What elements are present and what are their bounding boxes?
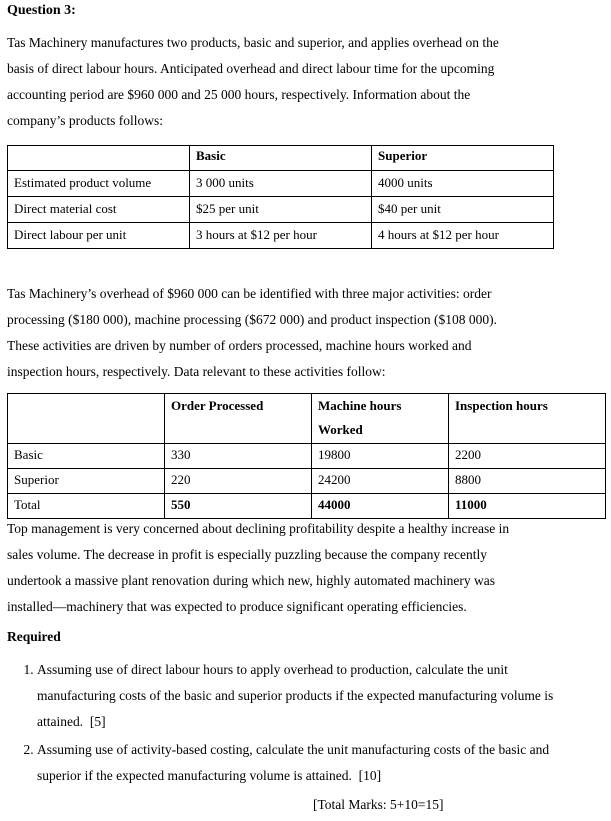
management-line: Top management is very concerned about declining profitability despite a healthy increase in <box>7 521 510 536</box>
table-cell: $25 per unit <box>190 197 372 223</box>
intro-line: accounting period are $960 000 and 25 000 hours, respectively. Information about the <box>7 87 471 102</box>
table-row <box>8 223 554 249</box>
management-paragraph <box>7 516 552 620</box>
table-cell: 3 hours at $12 per hour <box>190 223 372 249</box>
table-cell: 3 000 units <box>190 171 372 197</box>
intro-paragraph <box>7 30 552 134</box>
table-header-cell <box>8 146 190 171</box>
table-row <box>8 197 554 223</box>
table-header-cell: Machine hours Worked <box>312 394 449 444</box>
overhead-line: Tas Machinery’s overhead of $960 000 can be identified with three major activities: order <box>7 286 492 301</box>
intro-line: Tas Machinery manufactures two products, basic and superior, and applies overhead on the <box>7 35 499 50</box>
table-row <box>8 444 606 469</box>
table-cell: Estimated product volume <box>8 171 190 197</box>
overhead-line: These activities are driven by number of orders processed, machine hours worked and <box>7 338 472 353</box>
table-cell: 220 <box>165 469 312 494</box>
table-cell: 8800 <box>449 469 606 494</box>
table-cell: 19800 <box>312 444 449 469</box>
table-cell: Direct material cost <box>8 197 190 223</box>
table-cell: Basic <box>8 444 165 469</box>
table-row <box>8 171 554 197</box>
table-cell: 11000 <box>449 494 606 519</box>
required-heading: Required <box>7 629 61 644</box>
list-item <box>37 737 577 789</box>
table-header-row <box>8 394 606 444</box>
list-item <box>37 657 577 735</box>
required-list <box>7 657 577 791</box>
management-line: sales volume. The decrease in profit is especially puzzling because the company recently <box>7 547 487 562</box>
question-text: Assuming use of direct labour hours to apply overhead to production, calculate the unit manufacturing costs of the basic and superior products if the expected manufacturing volume is attained. <box>37 662 554 729</box>
intro-line: basis of direct labour hours. Anticipated overhead and direct labour time for the upcoming <box>7 61 495 76</box>
table-header-cell: Superior <box>372 146 554 171</box>
marks-label: [10] <box>358 768 382 783</box>
overhead-line: inspection hours, respectively. Data relevant to these activities follow: <box>7 364 386 379</box>
table-header-cell <box>8 394 165 444</box>
table-header-row <box>8 146 554 171</box>
table-cell: 4000 units <box>372 171 554 197</box>
activities-table <box>7 393 606 519</box>
management-line: undertook a massive plant renovation during which new, highly automated machinery was <box>7 573 495 588</box>
table-total-row <box>8 494 606 519</box>
question-heading: Question 3: <box>7 3 76 18</box>
table-cell: $40 per unit <box>372 197 554 223</box>
products-table <box>7 145 554 249</box>
table-cell: 330 <box>165 444 312 469</box>
table-cell: Direct labour per unit <box>8 223 190 249</box>
management-line: installed—machinery that was expected to produce significant operating efficiencies. <box>7 599 467 614</box>
table-header-cell: Inspection hours <box>449 394 606 444</box>
marks-label: [5] <box>89 714 106 729</box>
table-cell: 550 <box>165 494 312 519</box>
question-text: Assuming use of activity-based costing, calculate the unit manufacturing costs of the basic and superior if the expected manufacturing volume is attained. <box>37 742 550 783</box>
table-cell: Superior <box>8 469 165 494</box>
intro-line: company’s products follows: <box>7 113 163 128</box>
table-cell: 4 hours at $12 per hour <box>372 223 554 249</box>
table-row <box>8 469 606 494</box>
overhead-paragraph <box>7 281 552 385</box>
table-cell: Total <box>8 494 165 519</box>
total-marks: [Total Marks: 5+10=15] <box>313 797 444 812</box>
table-cell: 24200 <box>312 469 449 494</box>
table-header-cell: Basic <box>190 146 372 171</box>
overhead-line: processing ($180 000), machine processing ($672 000) and product inspection ($108 000). <box>7 312 498 327</box>
table-cell: 44000 <box>312 494 449 519</box>
table-header-cell: Order Processed <box>165 394 312 444</box>
table-cell: 2200 <box>449 444 606 469</box>
